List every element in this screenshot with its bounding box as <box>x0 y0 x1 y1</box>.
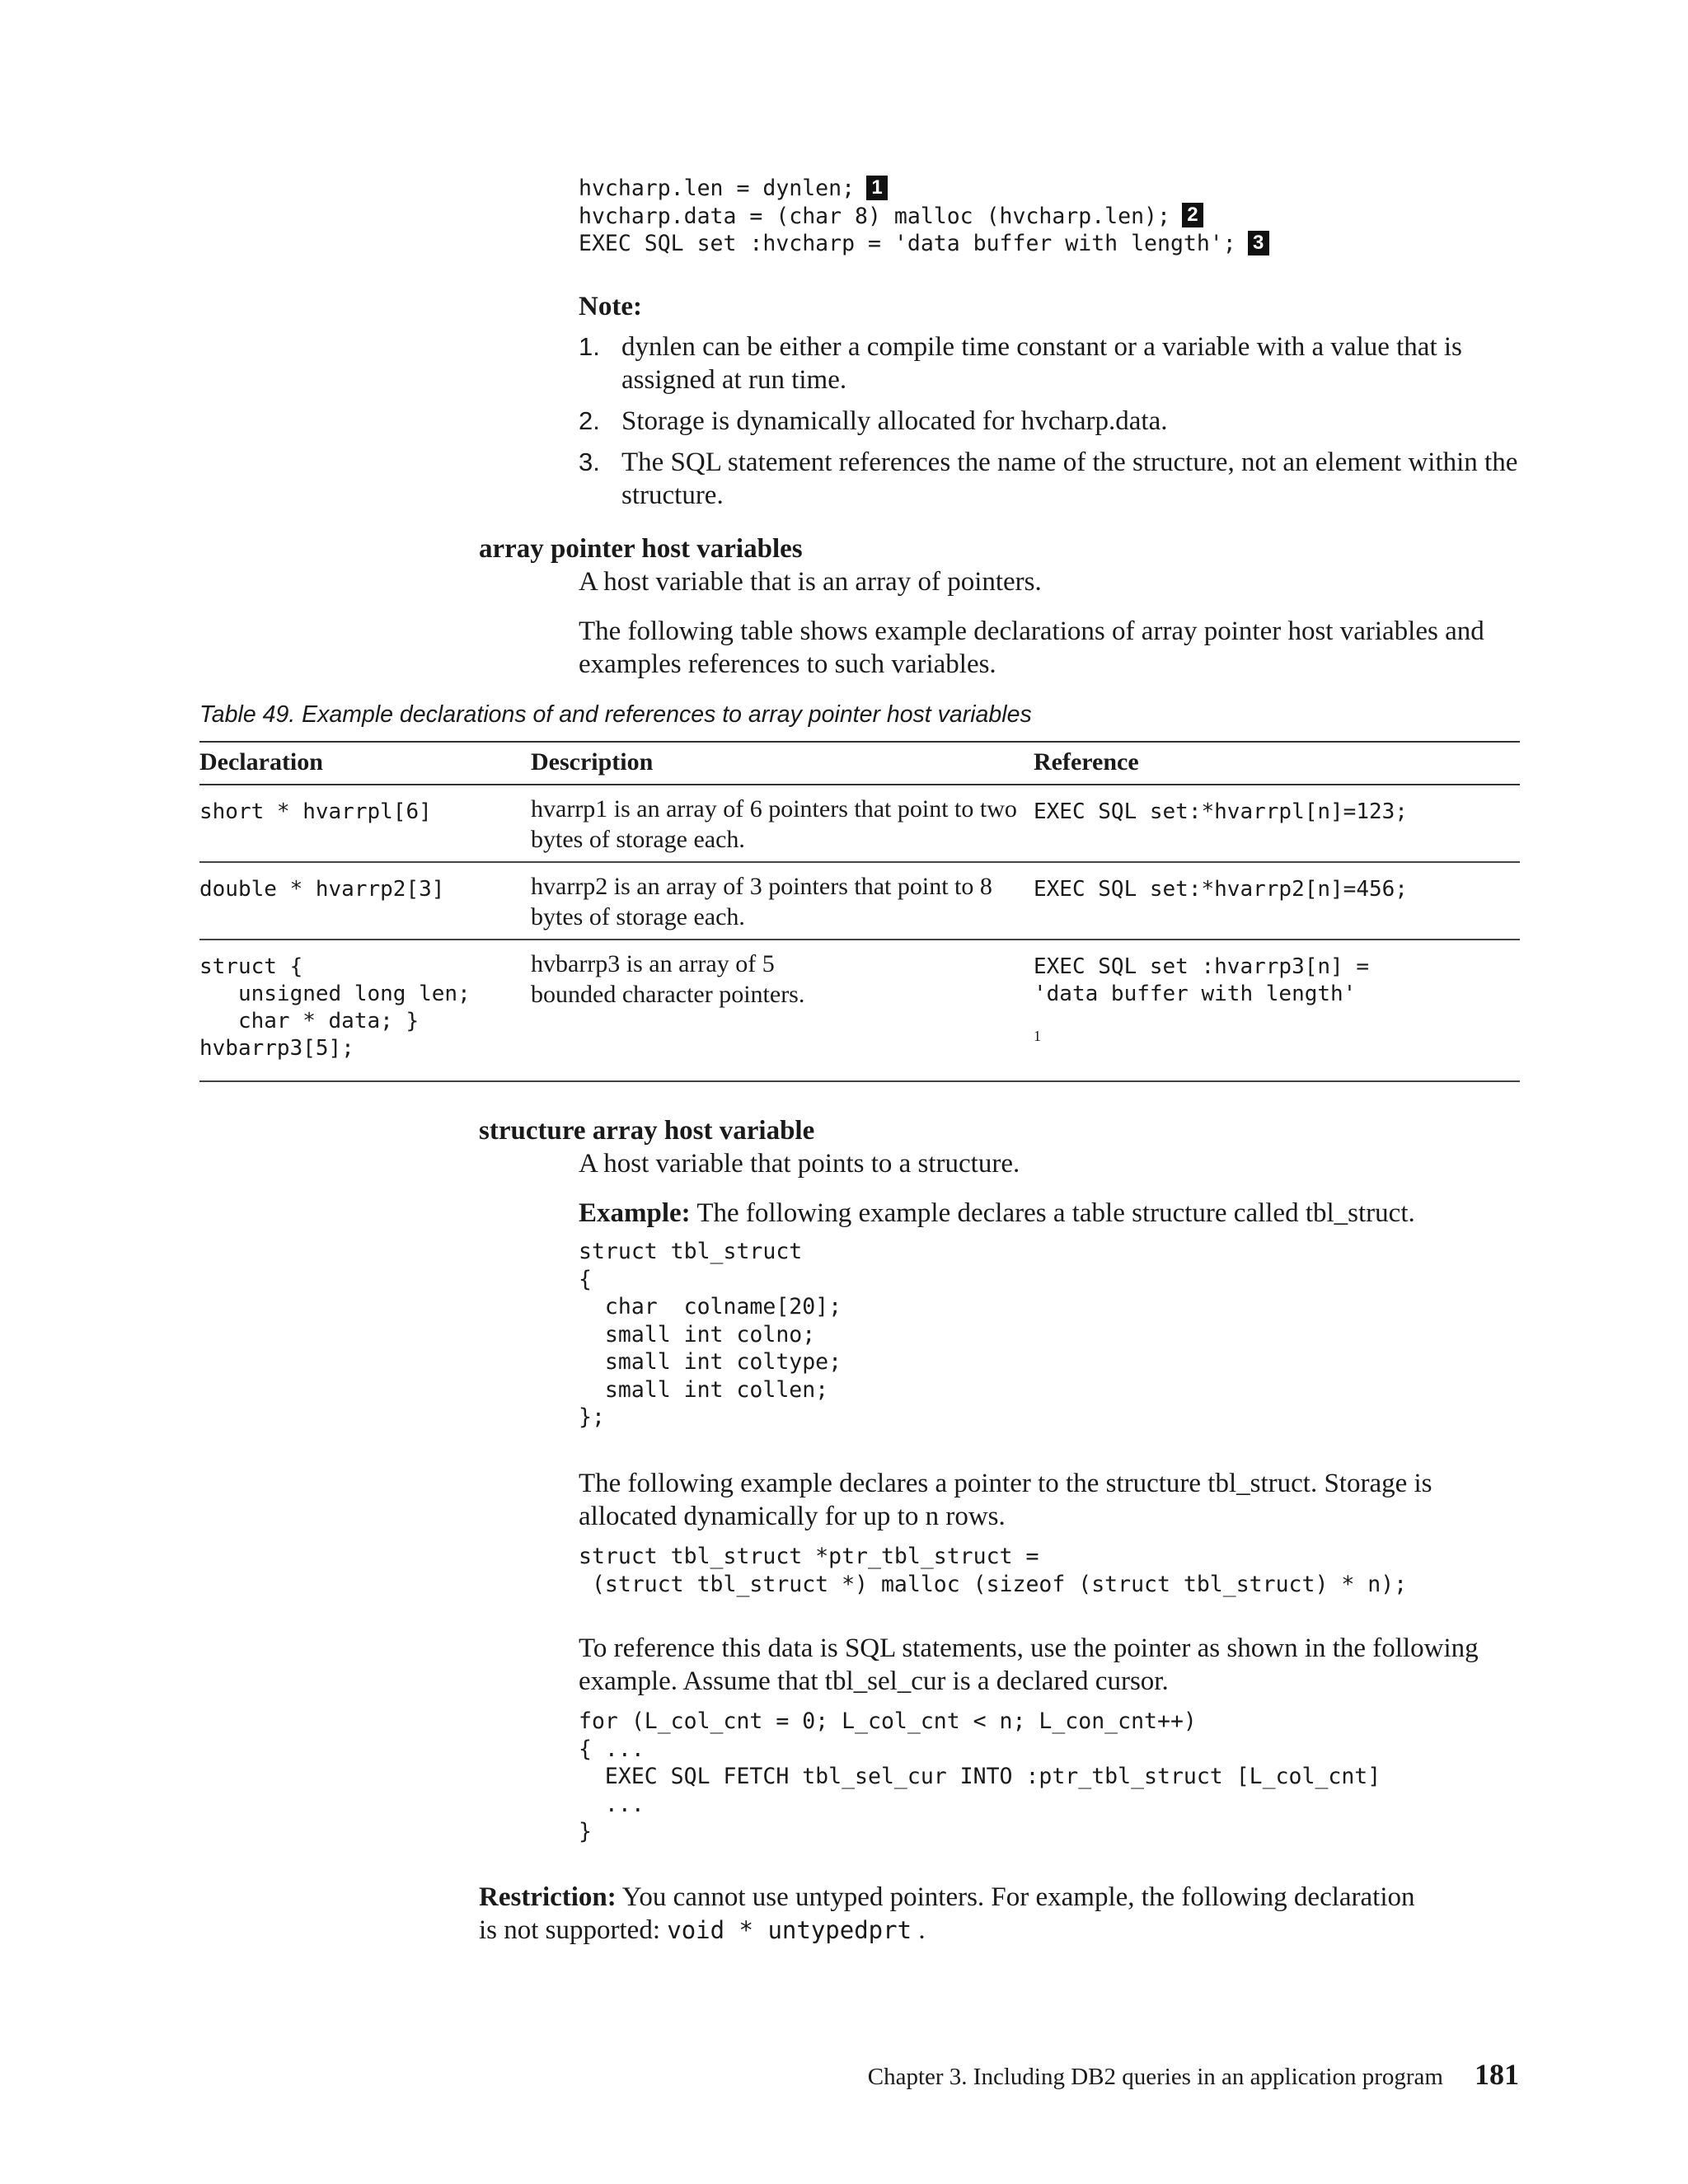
code-block-pointer: struct tbl_struct *ptr_tbl_struct = (struct tbl_struct *) malloc (sizeof (struct tbl_struct) * n); <box>579 1544 1408 1597</box>
list-item <box>579 405 1526 438</box>
list-number: 2. <box>579 406 600 435</box>
restriction-end: . <box>912 1915 926 1945</box>
table-row <box>199 862 1520 940</box>
definition-structure-array: A host variable that points to a structure. <box>579 1149 1020 1179</box>
reference-cell: EXEC SQL set:*hvarrp2[n]=456; <box>1034 877 1408 902</box>
restriction-text: You cannot use untyped pointers. For example, the following declaration is not supported: <box>479 1882 1415 1945</box>
description-cell: hvarrp1 is an array of 6 pointers that point to two bytes of storage each. <box>531 795 1017 853</box>
restriction-label: Restriction: <box>479 1882 617 1912</box>
example-paragraph <box>579 1197 1526 1230</box>
list-number: 1. <box>579 332 600 361</box>
table-row <box>199 785 1520 862</box>
code-line: hvcharp.len = dynlen; <box>579 176 856 201</box>
table-caption: Table 49. Example declarations of and references to array pointer host variables <box>199 701 1032 728</box>
list-text: The SQL statement references the name of the structure, not an element within the structure. <box>621 448 1518 510</box>
declaration-cell: struct { unsigned long len; char * data; } hvbarrp3[5]; <box>199 954 471 1061</box>
example-label: Example: <box>579 1198 691 1228</box>
table-intro: The following table shows example declarations of array pointer host variables and examples references to such variables. <box>579 616 1484 679</box>
note-list <box>579 330 1526 512</box>
description-cell: hvarrp2 is an array of 3 pointers that point to 8 bytes of storage each. <box>531 873 992 930</box>
pointer-paragraph: The following example declares a pointer to the structure tbl_struct. Storage is allocated dynamically for up to n rows. <box>579 1469 1432 1531</box>
reference-cell: EXEC SQL set:*hvarrpl[n]=123; <box>1034 799 1408 824</box>
restriction-code: void * untypedprt <box>667 1916 912 1944</box>
footnote-reference: 1 <box>1034 1028 1041 1044</box>
table-header-row <box>199 742 1520 785</box>
callout-marker: 3 <box>1248 231 1269 255</box>
definition-array-pointer: A host variable that is an array of pointers. <box>579 567 1042 597</box>
chapter-title: Chapter 3. Including DB2 queries in an application program <box>867 2064 1443 2090</box>
declarations-table <box>199 741 1520 1082</box>
page-number: 181 <box>1475 2058 1519 2091</box>
declaration-cell: double * hvarrp2[3] <box>199 877 445 902</box>
term-structure-array: structure array host variable <box>479 1116 815 1146</box>
callout-marker: 1 <box>866 176 888 200</box>
code-block-struct: struct tbl_struct { char colname[20]; small int colno; small int coltype; small int collen; }; <box>579 1239 842 1430</box>
callout-marker: 2 <box>1182 203 1203 227</box>
column-header-description: Description <box>531 742 1034 785</box>
code-block-fetch: for (L_col_cnt = 0; L_col_cnt < n; L_con_cnt++) { ... EXEC SQL FETCH tbl_sel_cur INTO :ptr_tbl_struct [L_col_cnt] ... } <box>579 1708 1381 1844</box>
page-footer <box>868 2057 1519 2092</box>
note-title: Note: <box>579 292 642 321</box>
table-49 <box>199 741 1520 1082</box>
reference-cell: EXEC SQL set :hvarrp3[n] = 'data buffer with length' <box>1034 954 1369 1006</box>
term-array-pointer: array pointer host variables <box>479 534 803 564</box>
reference-paragraph: To reference this data is SQL statements, use the pointer as shown in the following example. Assume that tbl_sel_cur is a declared cursor. <box>579 1633 1479 1696</box>
list-text: dynlen can be either a compile time constant or a variable with a value that is assigned at run time. <box>621 332 1462 395</box>
code-line: hvcharp.data = (char 8) malloc (hvcharp.len); <box>579 203 1170 229</box>
list-text: Storage is dynamically allocated for hvcharp.data. <box>621 406 1168 436</box>
description-cell: hvbarrp3 is an array of 5 bounded character pointers. <box>531 950 805 1008</box>
top-code-block <box>579 175 1269 258</box>
example-text: The following example declares a table structure called tbl_struct. <box>690 1198 1415 1228</box>
list-item <box>579 330 1526 396</box>
list-item <box>579 446 1526 512</box>
declaration-cell: short * hvarrpl[6] <box>199 799 432 824</box>
restriction-paragraph <box>479 1881 1427 1947</box>
note-section <box>579 292 1526 520</box>
table-row <box>199 940 1520 1081</box>
code-line: EXEC SQL set :hvcharp = 'data buffer with length'; <box>579 231 1236 256</box>
column-header-reference: Reference <box>1034 742 1520 785</box>
column-header-declaration: Declaration <box>199 742 531 785</box>
list-number: 3. <box>579 448 600 476</box>
